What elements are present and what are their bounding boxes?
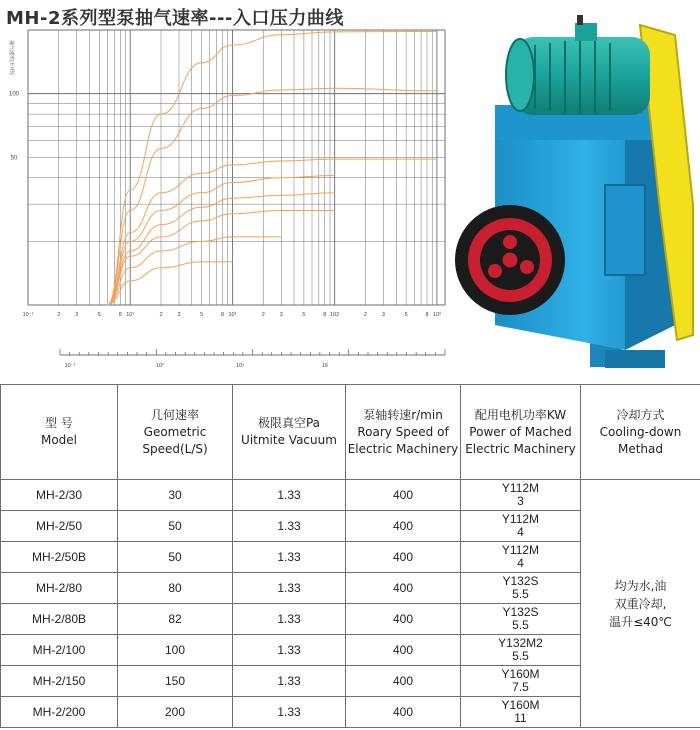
header-cooling: 冷却方式 Cooling-down Methad <box>581 385 700 480</box>
cell-motor: Y132S 5.5 <box>461 573 581 604</box>
cell-vacuum: 1.33 <box>233 697 346 728</box>
table-header-row <box>1 385 700 480</box>
cell-rpm: 400 <box>346 573 461 604</box>
cell-vacuum: 1.33 <box>233 573 346 604</box>
header-speed: 几何速率 Geometric Speed(L/S) <box>118 385 233 480</box>
y-tick-label: 100 <box>8 91 20 98</box>
x-tick-label: 102 <box>330 312 340 318</box>
cell-rpm: 400 <box>346 666 461 697</box>
cell-motor: Y160M 11 <box>461 697 581 728</box>
x-tick-label: 2 <box>57 312 61 318</box>
cell-model: MH-2/100 <box>1 635 118 666</box>
cell-vacuum: 1.33 <box>233 480 346 511</box>
chart-curves <box>108 31 437 305</box>
x-tick-label: 5 <box>97 312 101 318</box>
x-tick-label: 3 <box>381 312 385 318</box>
secondary-axis-label: 10° <box>155 363 165 369</box>
cell-speed: 30 <box>118 480 233 511</box>
cell-motor: Y132M2 5.5 <box>461 635 581 666</box>
x-tick-label: 5 <box>200 312 204 318</box>
cell-model: MH-2/50B <box>1 542 118 573</box>
secondary-axis-label: 10¹ <box>236 363 244 369</box>
cell-speed: 50 <box>118 542 233 573</box>
x-tick-label: 3 <box>177 312 181 318</box>
terminal-box <box>575 23 597 41</box>
header-rpm: 泵轴转速r/min Roary Speed of Electric Machinery <box>346 385 461 480</box>
cell-model: MH-2/80 <box>1 573 118 604</box>
curve-mh-2-50 <box>108 211 335 306</box>
pump-flange <box>605 185 645 275</box>
curve-mh-2-50b <box>108 237 282 305</box>
cell-speed: 82 <box>118 604 233 635</box>
curve-mh-2-150 <box>108 88 437 305</box>
pump-photo <box>455 5 700 385</box>
cell-model: MH-2/150 <box>1 666 118 697</box>
cell-rpm: 400 <box>346 697 461 728</box>
y-tick-label: 50 <box>10 155 18 162</box>
curve-mh-2-100 <box>108 159 437 305</box>
cell-vacuum: 1.33 <box>233 604 346 635</box>
cell-speed: 50 <box>118 511 233 542</box>
curve-mh-2-30 <box>108 262 233 305</box>
cell-motor: Y160M 7.5 <box>461 666 581 697</box>
pump-base <box>605 350 665 368</box>
x-tick-label: 8 <box>323 312 327 318</box>
header-vacuum: 极限真空Pa Uitmite Vacuum <box>233 385 346 480</box>
cell-motor: Y112M 3 <box>461 480 581 511</box>
cell-rpm: 400 <box>346 542 461 573</box>
spec-table <box>0 384 700 728</box>
cell-speed: 200 <box>118 697 233 728</box>
cell-model: MH-2/30 <box>1 480 118 511</box>
cell-cooling: 均为水,油 双重冷却, 温升≤40℃ <box>581 480 700 728</box>
motor-fan-cover <box>506 39 534 111</box>
x-tick-label: 10⁻¹ <box>22 312 34 318</box>
chart-ticks <box>9 92 445 369</box>
x-tick-label: 2 <box>363 312 367 318</box>
x-tick-label: 10³ <box>432 312 441 318</box>
secondary-axis-label: 10⁻¹ <box>64 363 76 369</box>
cell-motor: Y132S 5.5 <box>461 604 581 635</box>
x-tick-label: 8 <box>425 312 429 318</box>
cell-speed: 150 <box>118 666 233 697</box>
x-tick-label: 3 <box>75 312 79 318</box>
x-tick-label: 5 <box>302 312 306 318</box>
cell-model: MH-2/200 <box>1 697 118 728</box>
table-row <box>1 480 700 511</box>
curve-mh-2-200 <box>108 31 437 305</box>
cell-motor: Y112M 4 <box>461 511 581 542</box>
cell-rpm: 400 <box>346 635 461 666</box>
cell-vacuum: 1.33 <box>233 511 346 542</box>
x-tick-label: 2 <box>159 312 163 318</box>
cell-rpm: 400 <box>346 480 461 511</box>
chart-grid <box>28 30 445 305</box>
header-model: 型 号 Model <box>1 385 118 480</box>
flywheel-hub <box>501 251 519 269</box>
curve-mh-2-80b <box>108 193 335 305</box>
x-tick-label: 8 <box>221 312 225 318</box>
cell-speed: 80 <box>118 573 233 604</box>
cell-vacuum: 1.33 <box>233 542 346 573</box>
cell-motor: Y112M 4 <box>461 542 581 573</box>
x-tick-label: 8 <box>118 312 122 318</box>
lifting-eye <box>577 15 583 25</box>
x-tick-label: 2 <box>261 312 265 318</box>
x-tick-label: 10¹ <box>228 312 237 318</box>
cell-vacuum: 1.33 <box>233 666 346 697</box>
cell-rpm: 400 <box>346 511 461 542</box>
x-tick-label: 3 <box>279 312 283 318</box>
cell-model: MH-2/50 <box>1 511 118 542</box>
x-tick-label: 10¹ <box>126 312 135 318</box>
suction-rate-chart <box>0 0 460 380</box>
secondary-axis-label: 16 <box>321 363 329 369</box>
x-tick-label: 5 <box>404 312 408 318</box>
cell-model: MH-2/80B <box>1 604 118 635</box>
cell-rpm: 400 <box>346 604 461 635</box>
cell-vacuum: 1.33 <box>233 635 346 666</box>
header-power: 配用电机功率KW Power of Mached Electric Machinery <box>461 385 581 480</box>
page-title: MH-2系列型泵抽气速率---入口压力曲线 <box>6 8 344 29</box>
y-axis-label: 抽气速率(升/秒) <box>8 40 14 75</box>
cell-speed: 100 <box>118 635 233 666</box>
